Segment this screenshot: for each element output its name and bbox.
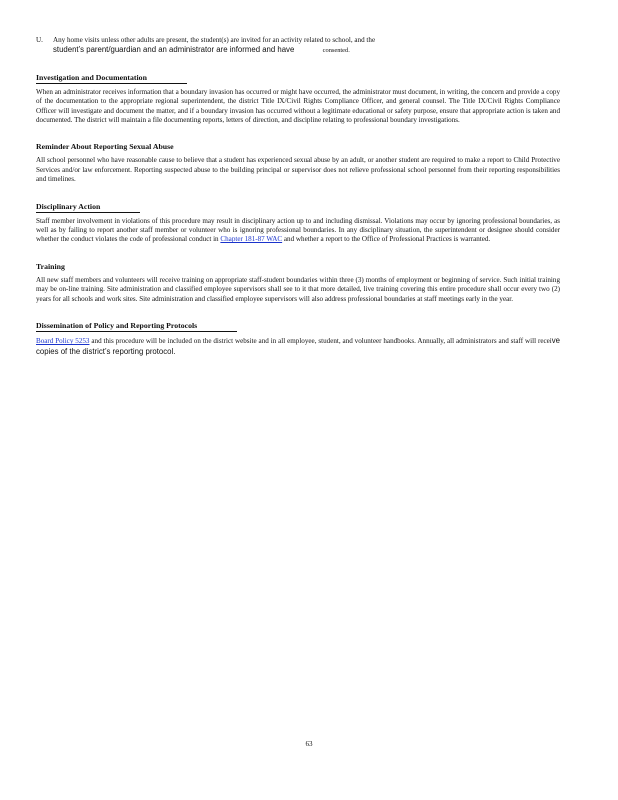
document-page [36,36,560,357]
list-item-text-line2 [53,45,560,55]
section-heading-dissemination: Dissemination of Policy and Reporting Protocols [36,321,237,332]
section-heading-reminder: Reminder About Reporting Sexual Abuse [36,142,174,152]
list-item-text-sans: student’s parent/guardian and an administrator are informed and have [53,45,295,55]
dissemination-text-tail: ve copies of the district’s reporting protocol. [36,336,560,356]
section-heading-training: Training [36,261,65,271]
list-marker: U. [36,36,43,44]
list-item-text-tail: consented. [322,47,350,55]
disciplinary-text-before: Staff member involvement in violations of this procedure may result in disciplinary action up to and including dismissal. Violations may occur by ignoring professional boundaries, as well as by failing to report another staff member or volunteer who is ignoring professional boundaries. In any disciplinary situation, the superintendent or designee should consider whether the conduct violates the code of professional conduct in [36,216,560,244]
list-item-text-line1: Any home visits unless other adults are present, the student(s) are invited for an activity related to school, and the [53,36,376,44]
section-reminder [36,136,560,184]
section-text-reminder: All school personnel who have reasonable cause to believe that a student has experienced sexual abuse by an adult, or another student are required to make a report to Child Protective Services and/or law enforcement. Reporting suspected abuse to the building principal or supervisor does not relieve professional school personnel from their reporting responsibilities and timelines. [36,156,560,184]
page-number: 63 [305,740,313,748]
section-text-disciplinary [36,217,560,245]
section-heading-investigation: Investigation and Documentation [36,73,187,84]
disciplinary-text-after: and whether a report to the Office of Professional Practices is warranted. [282,235,491,244]
dissemination-text-before: and this procedure will be included on the district website and in all employee, student, and volunteer handbooks. Annually, all administrators and staff will recei [89,337,552,346]
section-text-investigation: When an administrator receives information that a boundary invasion has occurred or might have occurred, the administrator must document, in writing, the concern and provide a copy of the documentation to the appropriate regional superintendent, the district Title IX/Civil Rights Compliance Officer, and general counsel. The Title IX/Civil Rights Compliance Officer will investigate and document the matter, and if a boundary invasion has occurred without a legitimate educational or safety purpose, ensure that appropriate action is taken and documented. The district will maintain a file documenting reports, letters of direction, and discipline relating to professional boundary investigations. [36,87,560,125]
section-text-dissemination [36,336,560,357]
section-investigation [36,67,560,126]
section-disciplinary [36,196,560,245]
section-training [36,256,560,304]
list-item-u [36,36,560,56]
board-policy-link[interactable]: Board Policy 5253 [36,337,90,346]
section-dissemination [36,315,560,357]
wac-chapter-link[interactable]: Chapter 181-87 WAC [220,235,283,244]
section-heading-disciplinary: Disciplinary Action [36,202,140,213]
section-text-training: All new staff members and volunteers will receive training on appropriate staff-student boundaries within three (3) months of employment or beginning of service. Such initial training may be on-line training. Site administration and classified employee supervisors shall see to it that more detailed, live training covering this entire procedure shall occur every two (2) years for all schools and work sites. Site administration and classified employee supervisors will also address professional boundaries at staff meetings early in the year. [36,275,560,303]
